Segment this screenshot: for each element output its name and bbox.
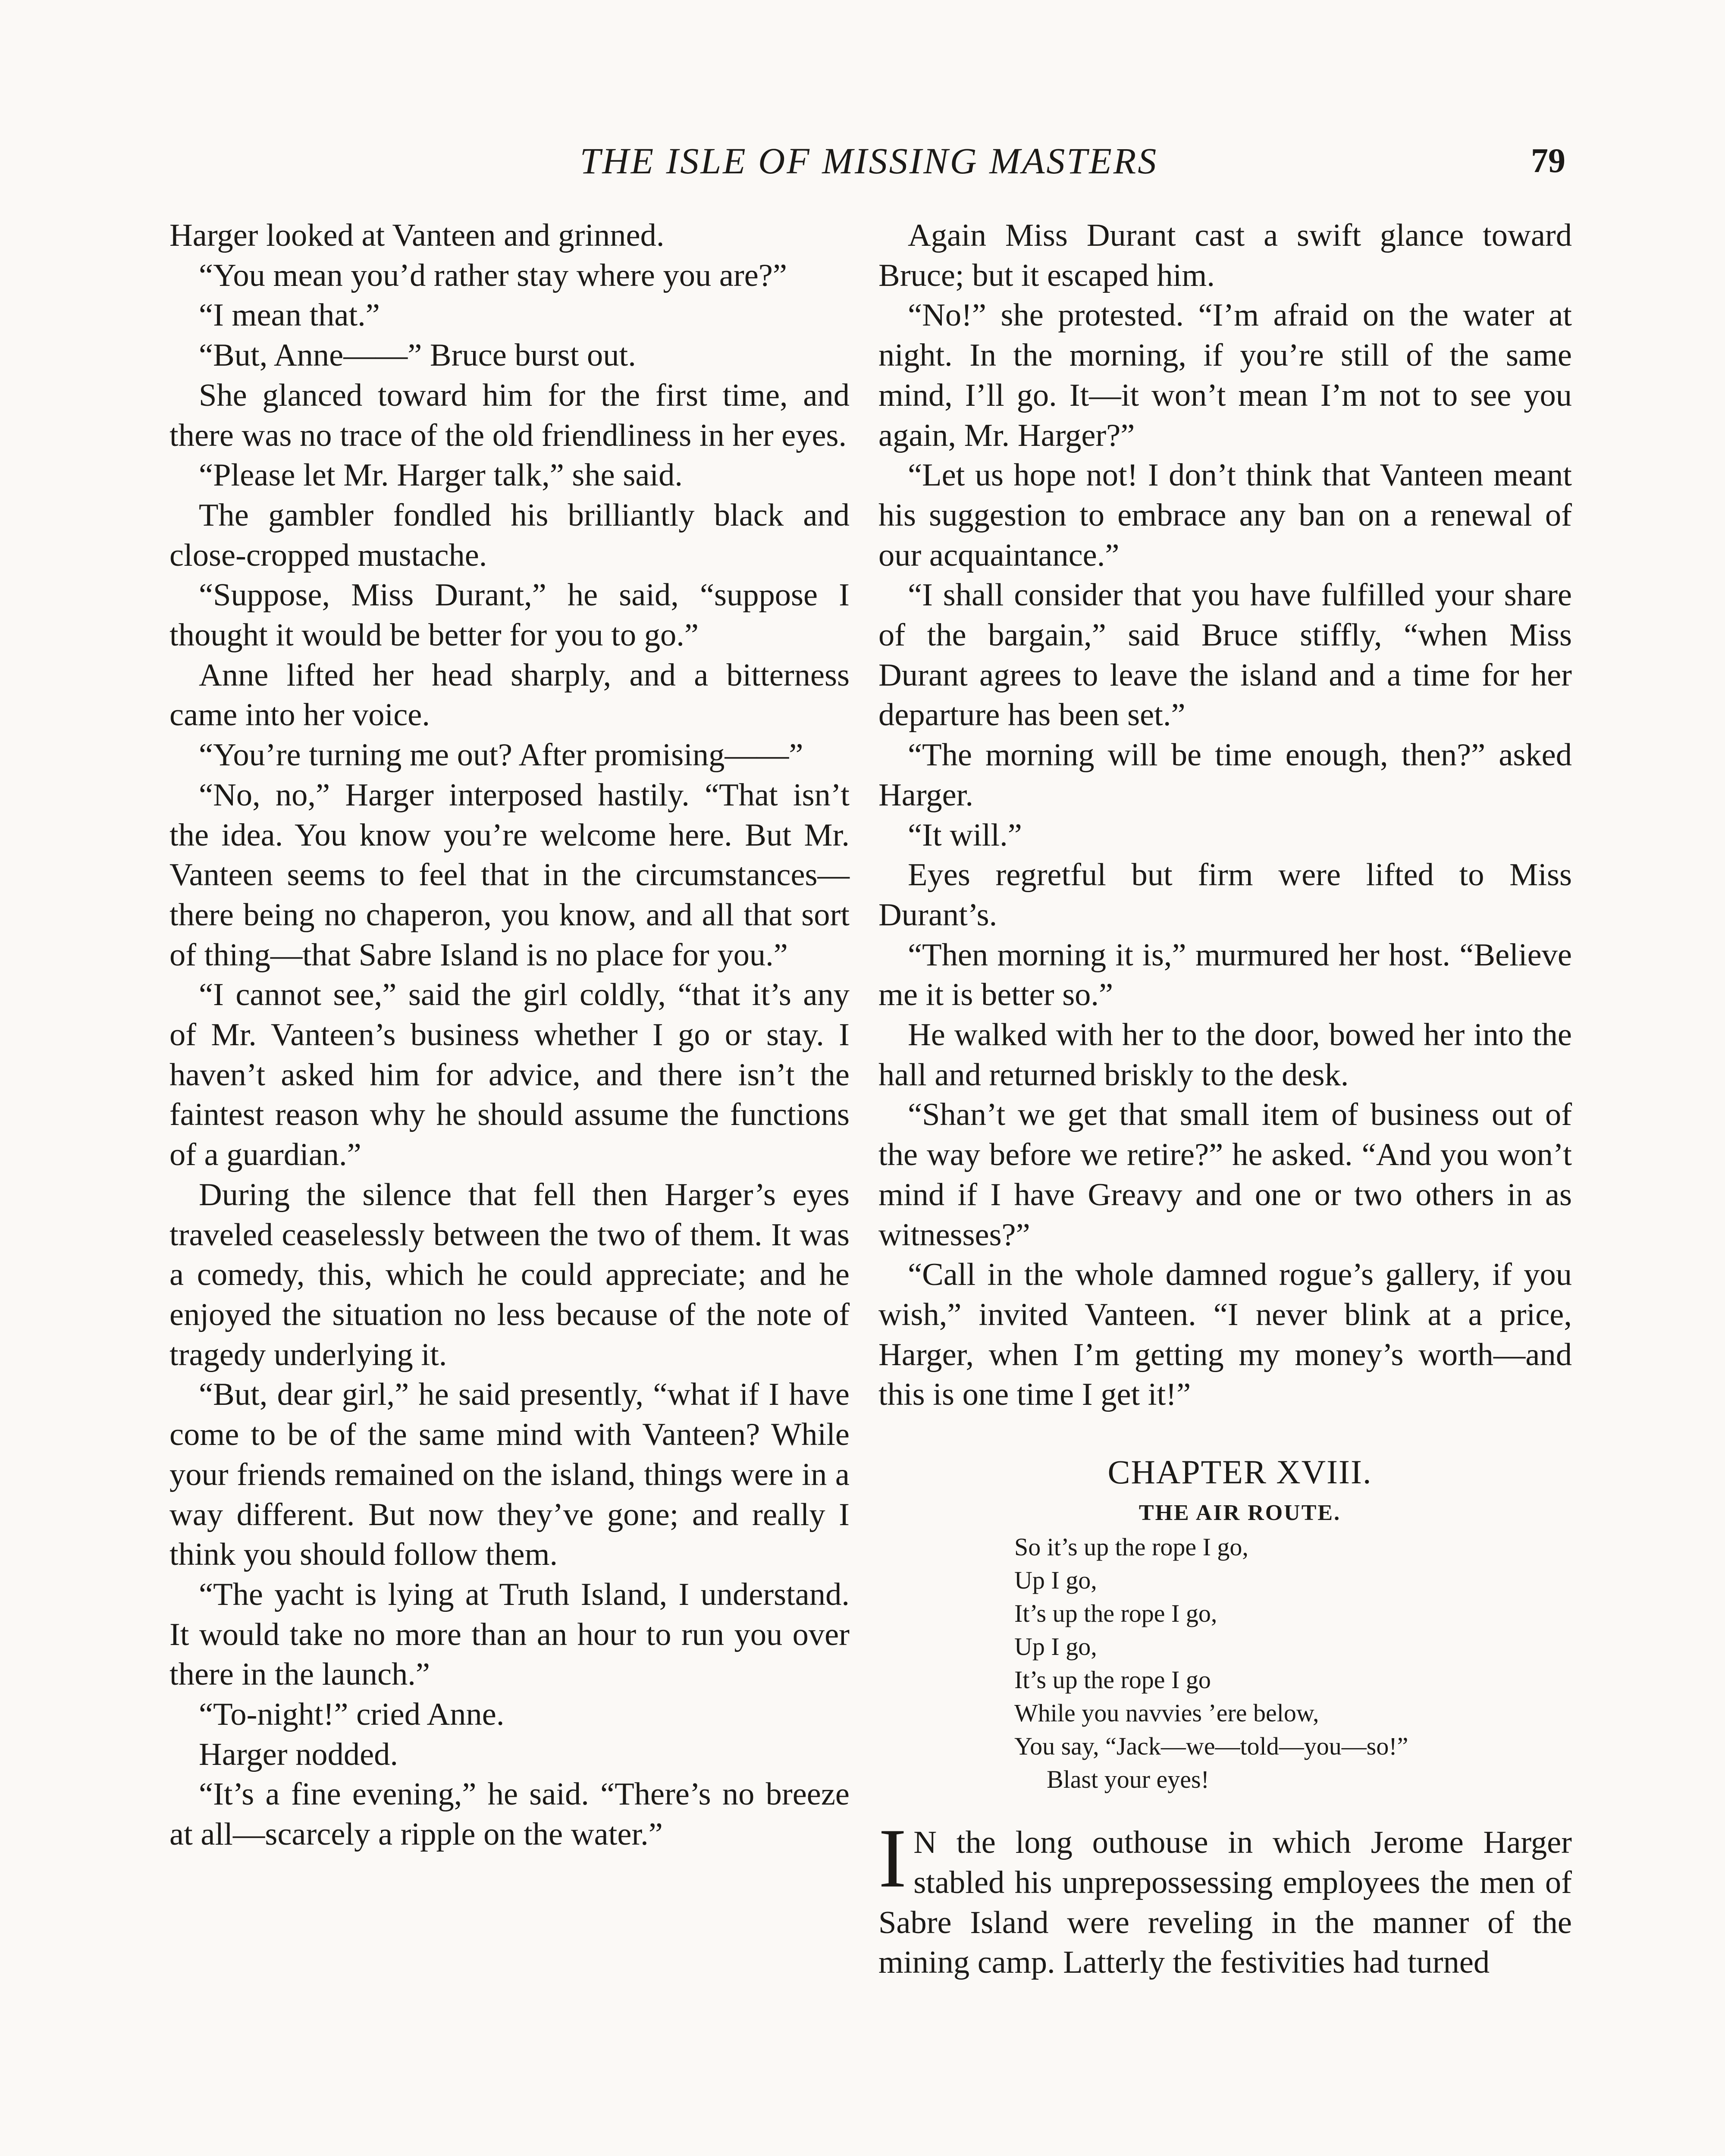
drop-cap: I xyxy=(878,1811,907,1905)
verse-line: Up I go, xyxy=(1014,1633,1097,1661)
paragraph: Harger nodded. xyxy=(199,1736,398,1772)
paragraph: “Shan’t we get that small item of business out of the way before we retire?” he asked. “And you won’t mind if I have Greavy and one or two others in as witnesses?” xyxy=(878,1097,1572,1253)
paragraph: “No!” she protested. “I’m afraid on the water at night. In the morning, if you’re still of the same mind, I’ll go. It—it won’t mean I’m not to see you again, Mr. Harger?” xyxy=(878,298,1572,453)
chapter-subtitle: THE AIR ROUTE. xyxy=(1138,1501,1341,1526)
chapter-opening xyxy=(878,1811,1572,1983)
verse-line: It’s up the rope I go xyxy=(1014,1666,1211,1694)
paragraph: She glanced toward him for the first time, and there was no trace of the old friendliness in her eyes. xyxy=(169,377,850,453)
paragraph: Again Miss Durant cast a swift glance toward Bruce; but it escaped him. xyxy=(878,218,1572,293)
verse-line: Blast your eyes! xyxy=(1047,1765,1209,1794)
paragraph: The gambler fondled his brilliantly black and close-cropped mustache. xyxy=(169,497,850,573)
paragraph: “You’re turning me out? After promising——” xyxy=(199,737,803,773)
chapter-title: CHAPTER XVIII. xyxy=(1107,1453,1372,1491)
paragraph: “But, Anne——” Bruce burst out. xyxy=(199,338,636,373)
epigraph-verse xyxy=(1014,1530,1572,1796)
paragraph: “Call in the whole damned rogue’s gallery, if you wish,” invited Vanteen. “I never blink at a price, Harger, when I’m getting my money’s worth—and this is one time I get it!” xyxy=(878,1257,1572,1413)
paragraph: “No, no,” Harger interposed hastily. “That isn’t the idea. You know you’re welcome here. But Mr. Vanteen seems to feel that in the circumstances—there being no chaperon, you know, and all that sort of thing—that Sabre Island is no place for you.” xyxy=(169,777,850,973)
paragraph: “Let us hope not! I don’t think that Vanteen meant his suggestion to embrace any ban on a renewal of our acquaintance.” xyxy=(878,458,1572,573)
page-number: 79 xyxy=(1531,142,1565,180)
running-title: THE ISLE OF MISSING MASTERS xyxy=(580,140,1158,182)
paragraph: “I cannot see,” said the girl coldly, “that it’s any of Mr. Vanteen’s business whether I go or stay. I haven’t asked him for advice, and there isn’t the faintest reason why he should assume the functions of a guardian.” xyxy=(169,977,850,1173)
opening-paragraph xyxy=(878,1811,1572,1983)
right-column xyxy=(878,216,1572,1983)
chapter-heading xyxy=(878,1448,1572,1796)
left-column xyxy=(169,216,850,1855)
paragraph: “It’s a fine evening,” he said. “There’s no breeze at all—scarcely a ripple on the water.” xyxy=(169,1777,850,1852)
paragraph: “The morning will be time enough, then?” asked Harger. xyxy=(878,737,1572,813)
paragraph: Harger looked at Vanteen and grinned. xyxy=(169,218,665,253)
verse-line: So it’s up the rope I go, xyxy=(1014,1533,1248,1561)
paragraph: During the silence that fell then Harger’s eyes traveled ceaselessly between the two of them. It was a comedy, this, which he could appreciate; and he enjoyed the situation no less because of the note of tragedy underlying it. xyxy=(169,1177,850,1373)
page-header xyxy=(172,137,1565,185)
paragraph: Eyes regretful but firm were lifted to Miss Durant’s. xyxy=(878,857,1572,933)
paragraph: “Please let Mr. Harger talk,” she said. xyxy=(199,458,683,493)
paragraph: “Then morning it is,” murmured her host. “Believe me it is better so.” xyxy=(878,937,1572,1013)
paragraph: “I shall consider that you have fulfilled your share of the bargain,” said Bruce stiffly, “when Miss Durant agrees to leave the island and a time for her departure has been set.” xyxy=(878,577,1572,733)
verse-line: While you navvies ’ere below, xyxy=(1014,1699,1319,1727)
paragraph: “But, dear girl,” he said presently, “what if I have come to be of the same mind with Vanteen? While your friends remained on the island, things were in a way different. But now they’ve gone; and really I think you should follow them. xyxy=(169,1377,850,1573)
paragraph: Anne lifted her head sharply, and a bitterness came into her voice. xyxy=(169,657,850,733)
verse-line: You say, “Jack—we—told—you—so!” xyxy=(1014,1732,1408,1761)
paragraph: “It will.” xyxy=(908,817,1022,853)
paragraph: “Suppose, Miss Durant,” he said, “suppose I thought it would be better for you to go.” xyxy=(169,577,850,653)
verse-line: It’s up the rope I go, xyxy=(1014,1599,1217,1628)
paragraph: “I mean that.” xyxy=(199,298,380,333)
opening-text: N the long outhouse in which Jerome Harger stabled his unprepossessing employees the men of Sabre Island were reveling in the manner of the mining camp. Latterly the festivities had turned xyxy=(878,1825,1572,1981)
paragraph: “You mean you’d rather stay where you are?” xyxy=(199,257,787,293)
paragraph: “To-night!” cried Anne. xyxy=(199,1697,505,1733)
verse-line: Up I go, xyxy=(1014,1566,1097,1595)
paragraph: “The yacht is lying at Truth Island, I understand. It would take no more than an hour to run you over there in the launch.” xyxy=(169,1576,850,1692)
paragraph: He walked with her to the door, bowed her into the hall and returned briskly to the desk. xyxy=(878,1017,1572,1093)
